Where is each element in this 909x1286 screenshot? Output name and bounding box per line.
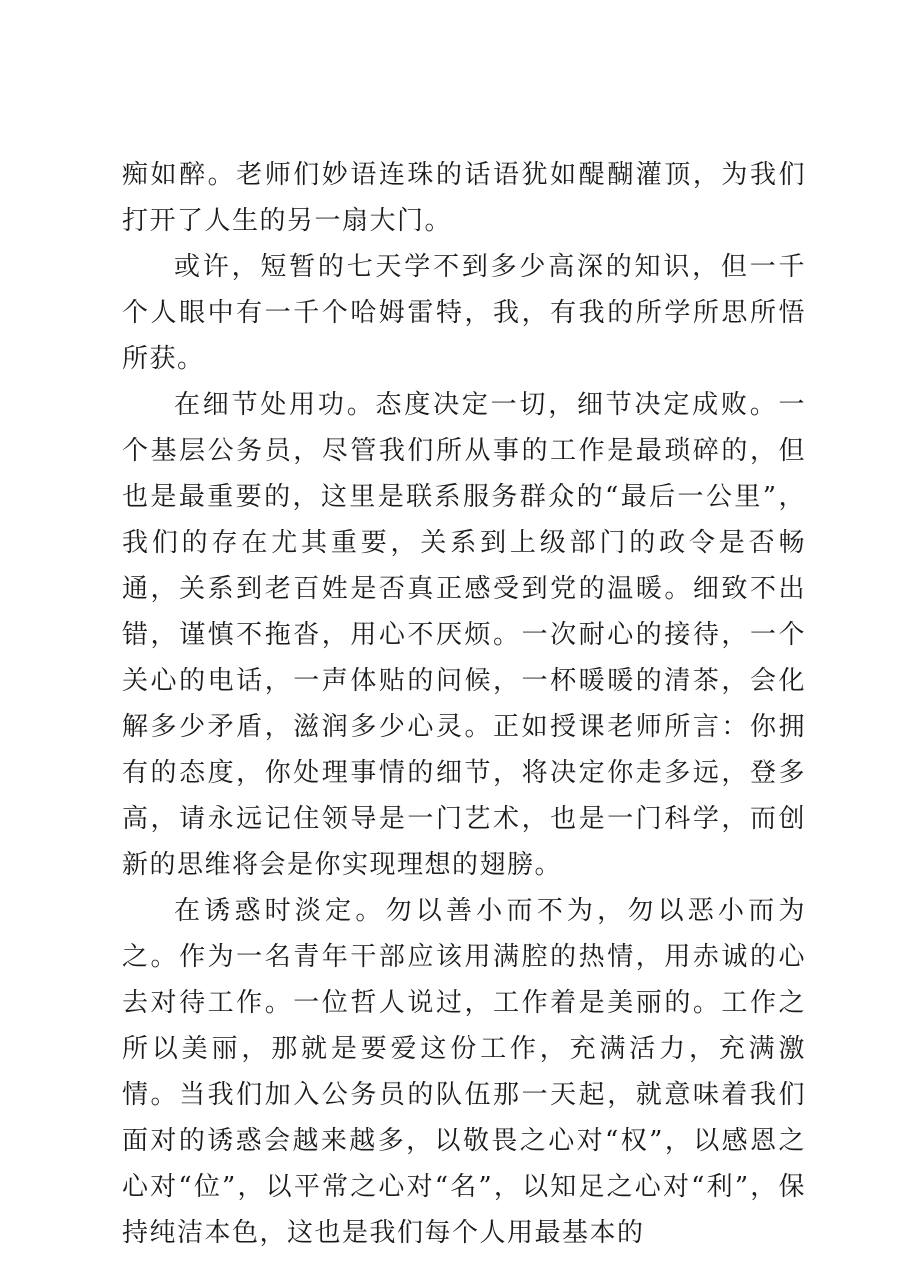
paragraph-continuation: 痴如醉。老师们妙语连珠的话语犹如醍醐灌顶，为我们打开了人生的另一扇大门。: [122, 160, 806, 236]
paragraph-temptation: 在诱惑时淡定。勿以善小而不为，勿以恶小而为之。作为一名青年干部应该用满腔的热情，用赤诚的心去对待工作。一位哲人说过，工作着是美丽的。工作之所以美丽，那就是要爱这份工作，充满活力，充满激情。当我们加入公务员的队伍那一天起，就意味着我们面对的诱惑会越来越多，以敬畏之心对“权”，以感恩之心对“位”，以平常之心对“名”，以知足之心对“利”，保持纯洁本色，这也是我们每个人用最基本的: [122, 896, 806, 1248]
document-page: [122, 152, 806, 1256]
paragraph-details: 在细节处用功。态度决定一切，细节决定成败。一个基层公务员，尽管我们所从事的工作是最琐碎的，但也是最重要的，这里是联系服务群众的“最后一公里”，我们的存在尤其重要，关系到上级部门的政令是否畅通，关系到老百姓是否真正感受到党的温暖。细致不出错，谨慎不拖沓，用心不厌烦。一次耐心的接待，一个关心的电话，一声体贴的问候，一杯暖暖的清茶，会化解多少矛盾，滋润多少心灵。正如授课老师所言：你拥有的态度，你处理事情的细节，将决定你走多远，登多高，请永远记住领导是一门艺术，也是一门科学，而创新的思维将会是你实现理想的翅膀。: [122, 390, 806, 880]
paragraph-perhaps: 或许，短暂的七天学不到多少高深的知识，但一千个人眼中有一千个哈姆雷特，我，有我的所学所思所悟所获。: [122, 252, 806, 374]
